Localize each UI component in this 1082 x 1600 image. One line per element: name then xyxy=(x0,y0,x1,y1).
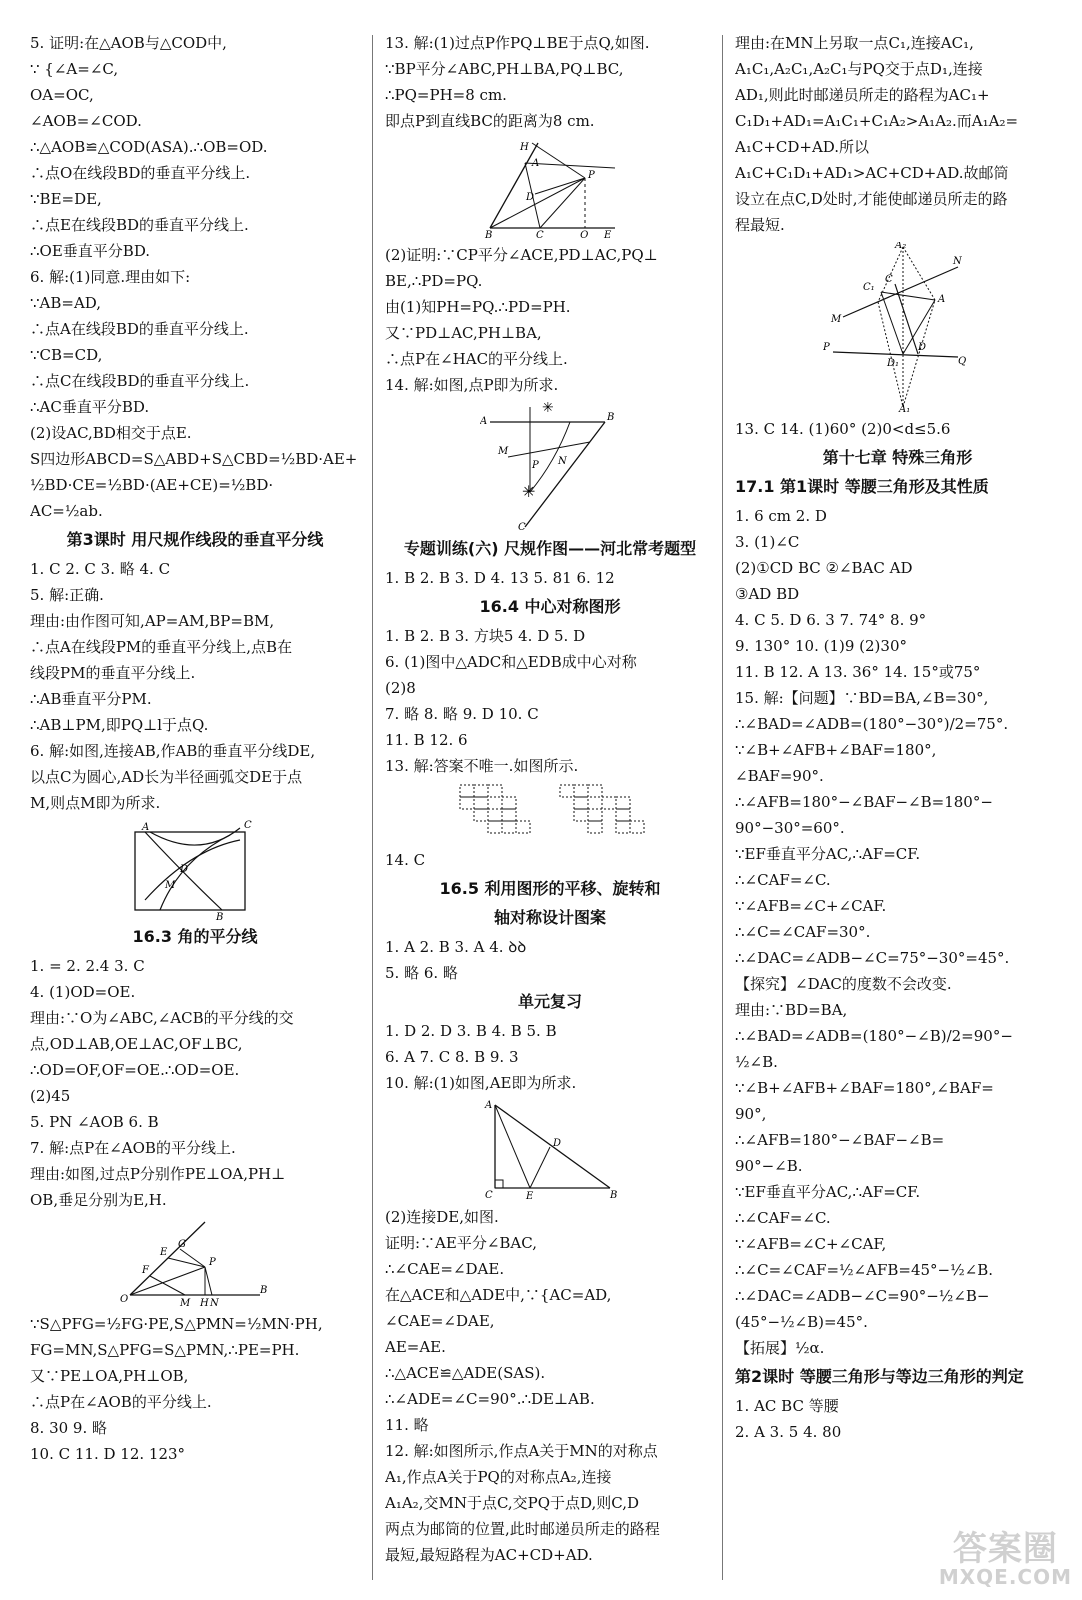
answer-line: A₁C+C₁D₁+AD₁>AC+CD+AD.故邮筒 xyxy=(735,164,1009,182)
answer-line: 设立在点C,D处时,才能使邮递员所走的路 xyxy=(735,190,1008,208)
answer-line: ∴∠AFB=180°−∠BAF−∠B=180°− xyxy=(735,793,993,811)
column-divider xyxy=(722,35,723,1580)
section-heading: 专题训练(六) 尺规作图——河北常考题型 xyxy=(403,539,697,558)
figure-grid-patterns xyxy=(440,783,660,843)
answer-line: 10. 解:(1)如图,AE即为所求. xyxy=(385,1074,577,1092)
text-block xyxy=(30,1311,360,1467)
answer-line: ∴PQ=PH=8 cm. xyxy=(385,86,507,104)
answer-line: 又∵PD⊥AC,PH⊥BA, xyxy=(385,324,542,342)
fig-label: B xyxy=(485,230,493,238)
answer-line: 4. (1)OD=OE. xyxy=(30,983,136,1001)
section-heading: 16.3 角的平分线 xyxy=(132,927,258,946)
watermark-text: 答案圈 xyxy=(952,1529,1058,1569)
column-divider xyxy=(372,35,373,1580)
watermark-url: MXQE.COM xyxy=(938,1565,1072,1589)
answer-line: ∠CAE=∠DAE, xyxy=(385,1312,495,1330)
answer-line: 在△ACE和△ADE中,∵{AC=AD, xyxy=(385,1286,612,1304)
text-block xyxy=(30,953,360,1213)
answer-line: 理由:∵O为∠ABC,∠ACB的平分线的交 xyxy=(30,1009,294,1027)
answer-line: ③AD BD xyxy=(735,585,800,603)
answer-line: 理由:由作图可知,AP=AM,BP=BM, xyxy=(30,612,275,630)
figure-perpendicular-bisector xyxy=(130,820,260,920)
answer-line: 14. 解:如图,点P即为所求. xyxy=(385,376,559,394)
answer-line: ∵BE=DE, xyxy=(30,190,102,208)
answer-line: 1. B 2. B 3. 方块5 4. D 5. D xyxy=(385,627,586,645)
fig-label: B xyxy=(610,1190,618,1200)
cross-mark: ✳ xyxy=(522,482,536,501)
answer-column-2 xyxy=(385,30,715,1568)
fig-label: B xyxy=(607,412,615,423)
answer-line: 点,OD⊥AB,OE⊥AC,OF⊥BC, xyxy=(30,1035,243,1053)
answer-line: ∴OD=OF,OF=OE.∴OD=OE. xyxy=(30,1061,240,1079)
answer-line: 10. C 11. D 12. 123° xyxy=(30,1445,186,1463)
answer-line: ∵∠B+∠AFB+∠BAF=180°,∠BAF= xyxy=(735,1079,994,1097)
answer-line: 12. 解:如图所示,作点A关于MN的对称点 xyxy=(385,1442,658,1460)
answer-line: 90°−30°=60°. xyxy=(735,819,845,837)
fig-label: C xyxy=(884,274,893,285)
answer-line: ∠AOB=∠COD. xyxy=(30,112,142,130)
answer-line: BE,∴PD=PQ. xyxy=(385,272,483,290)
answer-line: ∴OE垂直平分BD. xyxy=(30,242,151,260)
chapter-heading: 第十七章 特殊三角形 xyxy=(822,448,973,467)
answer-line: 6. 解:如图,连接AB,作AB的垂直平分线DE, xyxy=(30,742,316,760)
fig-label: N xyxy=(952,256,962,267)
fig-label: P xyxy=(822,342,830,353)
fig-label: N xyxy=(210,1298,219,1307)
section-heading: 第2课时 等腰三角形与等边三角形的判定 xyxy=(735,1367,1024,1386)
text-block xyxy=(30,30,360,524)
answer-line: 6. 解:(1)同意.理由如下: xyxy=(30,268,191,286)
answer-line: (2)45 xyxy=(30,1087,71,1105)
fig-label: C xyxy=(536,230,544,238)
answer-line: 15. 解:【问题】∵BD=BA,∠B=30°, xyxy=(735,689,989,707)
fig-label: O xyxy=(120,1294,129,1305)
fig-label: A xyxy=(480,416,488,427)
answer-line: FG=MN,S△PFG=S△PMN,∴PE=PH. xyxy=(30,1341,300,1359)
answer-line: ∵∠AFB=∠C+∠CAF. xyxy=(735,897,887,915)
answer-line: ∵ {∠A=∠C, xyxy=(30,60,119,78)
answer-line: 11. 略 xyxy=(385,1416,429,1434)
fig-label: B xyxy=(216,912,224,920)
answer-line: ∴∠CAE=∠DAE. xyxy=(385,1260,505,1278)
text-block xyxy=(385,1018,715,1096)
answer-line: 1. AC BC 等腰 xyxy=(735,1397,839,1415)
answer-line: ∴点E在线段BD的垂直平分线上. xyxy=(30,216,249,234)
answer-line: ∴∠C=∠CAF=½∠AFB=45°−½∠B. xyxy=(735,1261,994,1279)
answer-line: OA=OC, xyxy=(30,86,94,104)
answer-line: ∴点P在∠HAC的平分线上. xyxy=(385,350,568,368)
fig-label: D₁ xyxy=(886,358,899,369)
answer-line: AD₁,则此时邮递员所走的路程为AC₁+ xyxy=(735,86,990,104)
answer-line: ∴∠DAC=∠ADB−∠C=75°−30°=45°. xyxy=(735,949,1010,967)
answer-line: 由(1)知PH=PQ.∴PD=PH. xyxy=(385,298,571,316)
fig-label: E xyxy=(526,1191,534,1200)
fig-label: B xyxy=(260,1285,268,1296)
text-block xyxy=(385,1204,715,1568)
fig-label: A₂ xyxy=(894,242,906,251)
watermark-logo xyxy=(938,1529,1072,1589)
answer-line: 线段PM的垂直平分线上. xyxy=(30,664,196,682)
answer-line: 13. 解:(1)过点P作PQ⊥BE于点Q,如图. xyxy=(385,34,650,52)
answer-column-3 xyxy=(735,30,1060,1445)
answer-line: ∴∠CAF=∠C. xyxy=(735,1209,831,1227)
answer-line: ½BD·CE=½BD·(AE+CE)=½BD· xyxy=(30,476,274,494)
fig-label: Q xyxy=(957,356,966,367)
answer-line: ∴△ACE≌△ADE(SAS). xyxy=(385,1364,546,1382)
answer-line: (2)连接DE,如图. xyxy=(385,1208,499,1226)
fig-label: A xyxy=(142,822,150,833)
text-block xyxy=(735,503,1060,1361)
fig-label: M xyxy=(180,1298,191,1307)
answer-line: ∴点P在∠AOB的平分线上. xyxy=(30,1393,212,1411)
answer-line: 6. A 7. C 8. B 9. 3 xyxy=(385,1048,519,1066)
answer-line: 13. 解:答案不唯一.如图所示. xyxy=(385,757,579,775)
text-block xyxy=(385,934,715,986)
answer-line: 5. PN ∠AOB 6. B xyxy=(30,1113,159,1131)
section-heading: 单元复习 xyxy=(517,992,582,1011)
answer-line: ∴∠C=∠CAF=30°. xyxy=(735,923,871,941)
answer-line: ∵∠B+∠AFB+∠BAF=180°, xyxy=(735,741,937,759)
fig-label: D xyxy=(526,192,535,203)
fig-label: A xyxy=(532,158,540,169)
answer-line: 1. D 2. D 3. B 4. B 5. B xyxy=(385,1022,557,1040)
figure-q13 xyxy=(480,138,620,238)
answer-line: (2)证明:∵CP平分∠ACE,PD⊥AC,PQ⊥ xyxy=(385,246,658,264)
answer-line: ∴点C在线段BD的垂直平分线上. xyxy=(30,372,250,390)
answer-line: ∴点O在线段BD的垂直平分线上. xyxy=(30,164,251,182)
answer-line: ∴AC垂直平分BD. xyxy=(30,398,150,416)
answer-line: 14. C xyxy=(385,851,426,869)
answer-line: 90°, xyxy=(735,1105,767,1123)
answer-line: (2)8 xyxy=(385,679,416,697)
answer-line: A₁,作点A关于PQ的对称点A₂,连接 xyxy=(385,1468,612,1486)
answer-line: 9. 130° 10. (1)9 (2)30° xyxy=(735,637,907,655)
answer-line: A₁C+CD+AD.所以 xyxy=(735,138,870,156)
answer-line: (45°−½∠B)=45°. xyxy=(735,1313,868,1331)
answer-line: 【拓展】½α. xyxy=(735,1339,825,1357)
fig-label: D xyxy=(180,864,189,875)
answer-line: 5. 略 6. 略 xyxy=(385,964,458,982)
text-block xyxy=(385,847,715,873)
answer-line: 1. A 2. B 3. A 4. ꝺꝺ xyxy=(385,938,527,956)
answer-line: AC=½ab. xyxy=(30,502,103,520)
answer-line: 3. (1)∠C xyxy=(735,533,800,551)
answer-line: 最短,最短路程为AC+CD+AD. xyxy=(385,1546,593,1564)
answer-line: ∵CB=CD, xyxy=(30,346,103,364)
fig-label: A xyxy=(937,294,945,305)
answer-line: 1. B 2. B 3. D 4. 13 5. 81 6. 12 xyxy=(385,569,615,587)
answer-line: 7. 略 8. 略 9. D 10. C xyxy=(385,705,539,723)
answer-line: (2)①CD BC ②∠BAC AD xyxy=(735,559,913,577)
fig-label: G xyxy=(178,1239,186,1250)
figure-angle-bisector xyxy=(120,1217,270,1307)
section-heading: 16.5 利用图形的平移、旋转和 xyxy=(439,879,661,898)
answer-line: ∴AB垂直平分PM. xyxy=(30,690,152,708)
answer-line: ∵EF垂直平分AC,∴AF=CF. xyxy=(735,845,921,863)
text-block xyxy=(385,242,715,398)
answer-line: 程最短. xyxy=(735,216,785,234)
answer-line: 11. B 12. 6 xyxy=(385,731,468,749)
cross-mark: ✳ xyxy=(542,402,554,416)
answer-line: ∴∠CAF=∠C. xyxy=(735,871,831,889)
section-heading: 17.1 第1课时 等腰三角形及其性质 xyxy=(735,477,989,496)
answer-line: ∴AB⊥PM,即PQ⊥l于点Q. xyxy=(30,716,209,734)
answer-line: 1. = 2. 2.4 3. C xyxy=(30,957,145,975)
text-block xyxy=(385,565,715,591)
answer-line: AE=AE. xyxy=(385,1338,446,1356)
answer-line: ∵AB=AD, xyxy=(30,294,102,312)
answer-line: ∴∠AFB=180°−∠BAF−∠B= xyxy=(735,1131,945,1149)
answer-line: 证明:∵AE平分∠BAC, xyxy=(385,1234,537,1252)
answer-line: 两点为邮筒的位置,此时邮递员所走的路程 xyxy=(385,1520,660,1538)
answer-line: 1. C 2. C 3. 略 4. C xyxy=(30,560,171,578)
figure-q10 xyxy=(480,1100,620,1200)
text-block xyxy=(30,556,360,816)
answer-line: ∴点A在线段PM的垂直平分线上,点B在 xyxy=(30,638,293,656)
answer-line: 4. C 5. D 6. 3 7. 74° 8. 9° xyxy=(735,611,927,629)
fig-label: C₁ xyxy=(862,282,875,293)
answer-line: A₁A₂,交MN于点C,交PQ于点D,则C,D xyxy=(385,1494,640,1512)
answer-column-1 xyxy=(30,30,360,1467)
fig-label: M xyxy=(165,880,176,891)
section-heading: 轴对称设计图案 xyxy=(493,908,606,927)
fig-label: E xyxy=(160,1247,168,1258)
fig-label: D xyxy=(553,1138,562,1149)
answer-line: ∵BP平分∠ABC,PH⊥BA,PQ⊥BC, xyxy=(385,60,624,78)
fig-label: F xyxy=(142,1265,149,1276)
text-block xyxy=(385,623,715,779)
answer-line: 13. C 14. (1)60° (2)0<d≤5.6 xyxy=(735,420,951,438)
answer-line: 以点C为圆心,AD长为半径画弧交DE于点 xyxy=(30,768,303,786)
answer-line: ½∠B. xyxy=(735,1053,778,1071)
answer-line: C₁D₁+AD₁=A₁C₁+C₁A₂>A₁A₂.而A₁A₂= xyxy=(735,112,1019,130)
answer-line: ∠BAF=90°. xyxy=(735,767,824,785)
answer-line: 1. 6 cm 2. D xyxy=(735,507,827,525)
fig-label: N xyxy=(558,456,567,467)
answer-line: (2)设AC,BD相交于点E. xyxy=(30,424,192,442)
fig-label: P xyxy=(588,170,595,181)
answer-line: 理由:∵BD=BA, xyxy=(735,1001,848,1019)
answer-line: ∴∠BAD=∠ADB=(180°−∠B)/2=90°− xyxy=(735,1027,1013,1045)
text-block xyxy=(735,30,1060,238)
answer-line: ∴∠DAC=∠ADB−∠C=90°−½∠B− xyxy=(735,1287,990,1305)
answer-line: 8. 30 9. 略 xyxy=(30,1419,108,1437)
answer-line: 又∵PE⊥OA,PH⊥OB, xyxy=(30,1367,189,1385)
fig-label: P xyxy=(209,1257,216,1268)
answer-line: ∴∠ADE=∠C=90°.∴DE⊥AB. xyxy=(385,1390,595,1408)
fig-label: Q xyxy=(580,230,589,238)
section-heading: 16.4 中心对称图形 xyxy=(479,597,621,616)
answer-line: M,则点M即为所求. xyxy=(30,794,161,812)
answer-line: S四边形ABCD=S△ABD+S△CBD=½BD·AE+ xyxy=(30,450,358,468)
answer-line: ∴∠BAD=∠ADB=(180°−30°)/2=75°. xyxy=(735,715,1009,733)
answer-line: 理由:在MN上另取一点C₁,连接AC₁, xyxy=(735,34,974,52)
fig-label: H xyxy=(520,142,529,153)
fig-label: C xyxy=(485,1190,493,1200)
fig-label: C xyxy=(518,522,526,532)
answer-line: 6. (1)图中△ADC和△EDB成中心对称 xyxy=(385,653,637,671)
section-heading: 第3课时 用尺规作线段的垂直平分线 xyxy=(66,530,324,549)
fig-label: M xyxy=(830,314,841,325)
text-block xyxy=(385,30,715,134)
answer-line: 5. 证明:在△AOB与△COD中, xyxy=(30,34,227,52)
answer-line: ∵EF垂直平分AC,∴AF=CF. xyxy=(735,1183,921,1201)
answer-line: ∵∠AFB=∠C+∠CAF, xyxy=(735,1235,887,1253)
answer-line: 理由:如图,过点P分别作PE⊥OA,PH⊥ xyxy=(30,1165,286,1183)
answer-line: 2. A 3. 5 4. 80 xyxy=(735,1423,842,1441)
fig-label: H xyxy=(200,1298,209,1307)
answer-line: 【探究】∠DAC的度数不会改变. xyxy=(735,975,952,993)
fig-label: E xyxy=(604,230,612,238)
answer-line: OB,垂足分别为E,H. xyxy=(30,1191,167,1209)
text-block xyxy=(735,1393,1060,1445)
figure-q12 xyxy=(823,242,973,412)
answer-line: ∴△AOB≌△COD(ASA).∴OB=OD. xyxy=(30,138,268,156)
fig-label: D xyxy=(917,342,926,353)
answer-line: 即点P到直线BC的距离为8 cm. xyxy=(385,112,595,130)
fig-label: A xyxy=(485,1100,493,1111)
answer-line: A₁C₁,A₂C₁,A₂C₁与PQ交于点D₁,连接 xyxy=(735,60,983,78)
fig-label: A₁ xyxy=(898,404,910,412)
answer-line: 90°−∠B. xyxy=(735,1157,803,1175)
fig-label: M xyxy=(498,446,509,457)
answer-line: 7. 解:点P在∠AOB的平分线上. xyxy=(30,1139,236,1157)
fig-label: C xyxy=(244,820,252,831)
answer-line: ∴点A在线段BD的垂直平分线上. xyxy=(30,320,249,338)
fig-label: P xyxy=(532,460,539,471)
answer-line: 11. B 12. A 13. 36° 14. 15°或75° xyxy=(735,663,981,681)
text-block xyxy=(735,416,1060,442)
answer-line: ∵S△PFG=½FG·PE,S△PMN=½MN·PH, xyxy=(30,1315,323,1333)
answer-line: 5. 解:正确. xyxy=(30,586,104,604)
figure-q14 xyxy=(480,402,620,532)
